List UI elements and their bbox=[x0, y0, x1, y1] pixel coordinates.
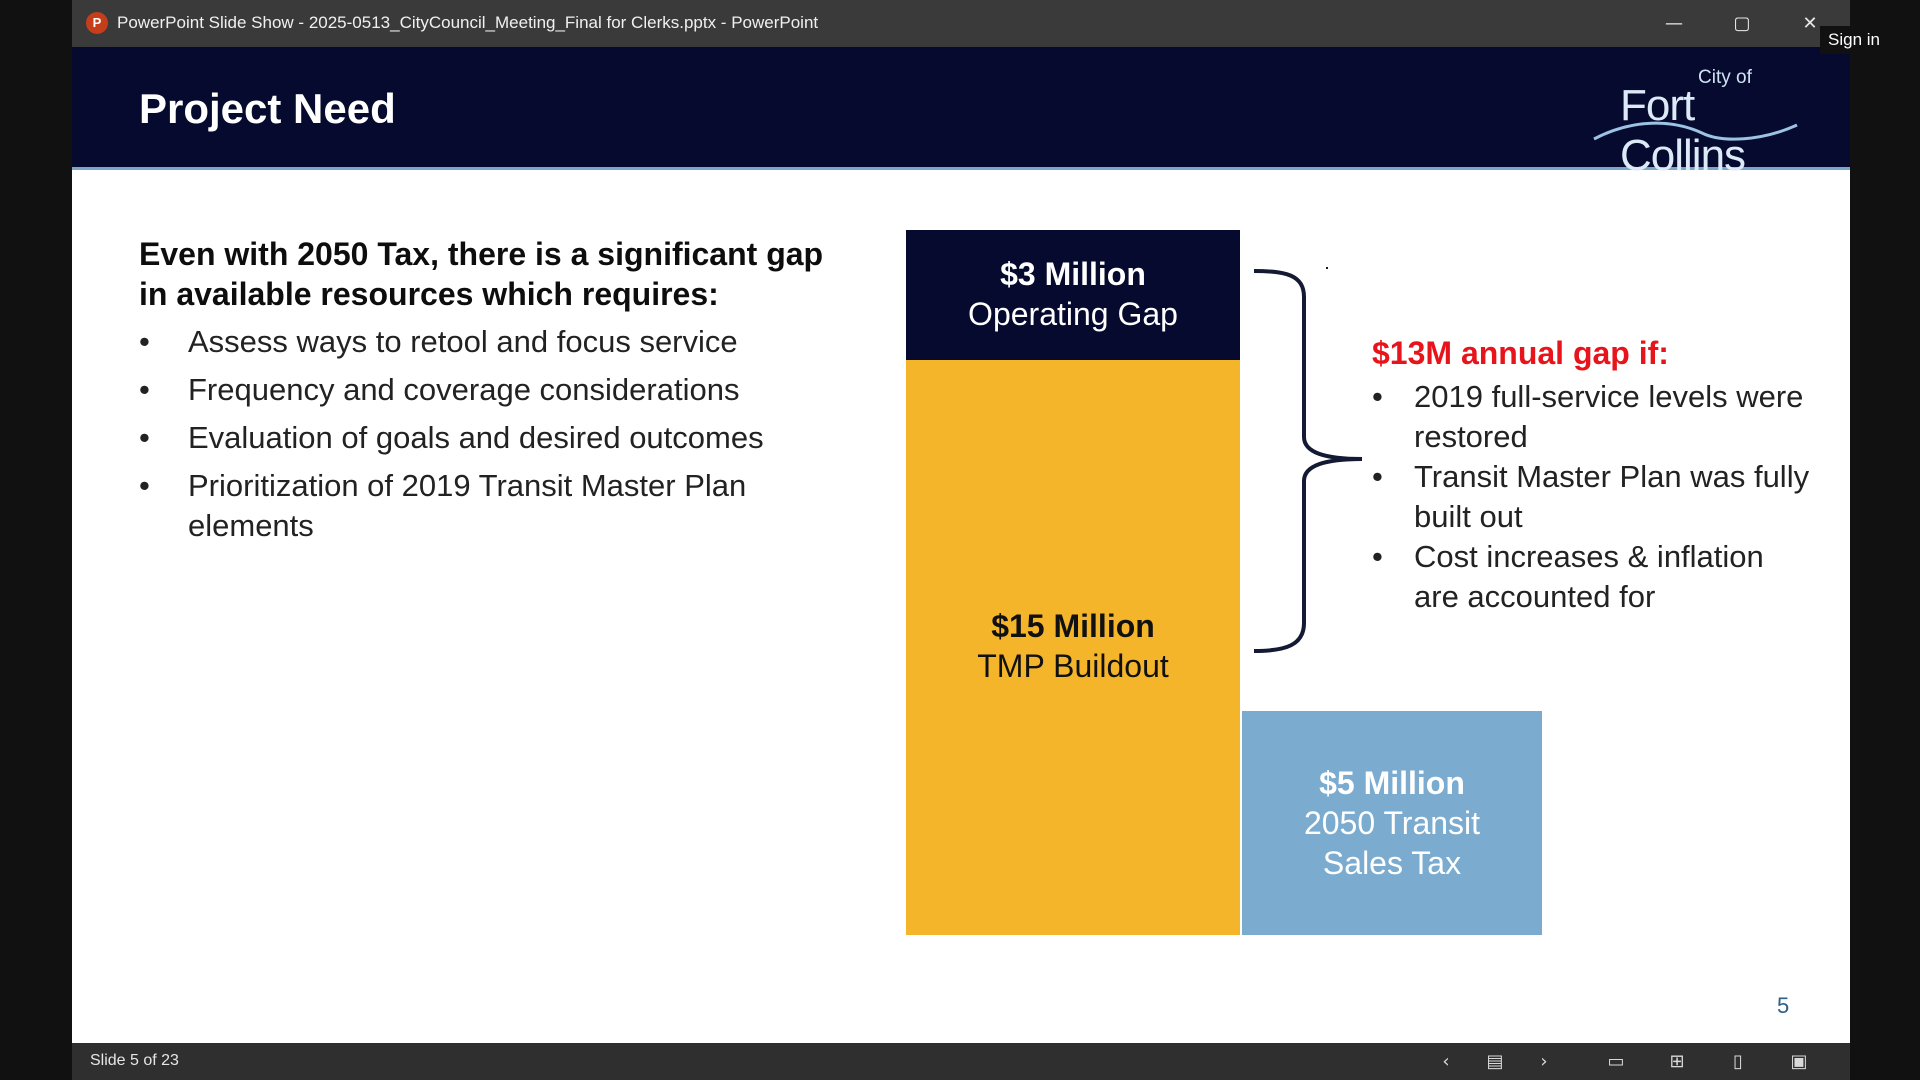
sales-tax-amount: $5 Million bbox=[1319, 765, 1465, 801]
list-item-text: Evaluation of goals and desired outcomes bbox=[188, 420, 764, 455]
bullet-icon: • bbox=[139, 468, 150, 503]
logo-fort-collins: Fort Collins bbox=[1620, 81, 1746, 180]
tmp-buildout-box bbox=[906, 360, 1240, 935]
slide-title: Project Need bbox=[139, 85, 396, 132]
maximize-button[interactable]: ▢ bbox=[1733, 13, 1751, 34]
close-button[interactable]: ✕ bbox=[1802, 13, 1818, 34]
slide-show-icon[interactable]: ▣ bbox=[1790, 1051, 1808, 1072]
list-item-text: Frequency and coverage considerations bbox=[188, 372, 740, 407]
slide-sorter-icon[interactable]: ⊞ bbox=[1669, 1051, 1685, 1072]
list-item-text: Transit Master Plan was fully built out bbox=[1414, 459, 1810, 534]
tmp-buildout-label: TMP Buildout bbox=[977, 648, 1169, 684]
powerpoint-app-icon: P bbox=[86, 12, 108, 34]
sales-tax-label-line2: Sales Tax bbox=[1322, 845, 1462, 881]
normal-view-icon[interactable]: ▭ bbox=[1607, 1051, 1625, 1072]
tmp-buildout-amount: $15 Million bbox=[991, 608, 1155, 644]
operating-gap-label: Operating Gap bbox=[968, 296, 1178, 332]
bullet-icon: • bbox=[1372, 539, 1383, 574]
slide-show-status-bar bbox=[72, 1043, 1850, 1080]
slide-page-number: 5 bbox=[1777, 993, 1790, 1018]
bullet-icon: • bbox=[139, 420, 150, 455]
reading-view-icon[interactable]: ▯ bbox=[1733, 1051, 1743, 1072]
slide-header bbox=[72, 47, 1850, 180]
list-item bbox=[1372, 537, 1812, 617]
next-icon[interactable]: › bbox=[1540, 1051, 1548, 1072]
slide-counter: Slide 5 of 23 bbox=[90, 1052, 179, 1069]
logo-swoosh-icon bbox=[1592, 117, 1802, 147]
resource-needs-list bbox=[139, 322, 839, 554]
list-item bbox=[139, 466, 839, 546]
window-title: PowerPoint Slide Show - 2025-0513_CityCouncil_Meeting_Final for Clerks.pptx - PowerPoint bbox=[117, 13, 819, 32]
sign-in-button[interactable]: Sign in bbox=[1820, 26, 1888, 54]
annual-gap-heading: $13M annual gap if: bbox=[1372, 335, 1669, 371]
list-item bbox=[1372, 457, 1812, 537]
operating-gap-amount: $3 Million bbox=[1000, 256, 1146, 292]
sales-tax-label-line1: 2050 Transit bbox=[1303, 805, 1481, 841]
list-item bbox=[1372, 377, 1812, 457]
powerpoint-window bbox=[72, 0, 1850, 1080]
right-brace-icon bbox=[1246, 267, 1366, 667]
annual-gap-conditions bbox=[1372, 377, 1812, 617]
bullet-icon: • bbox=[139, 372, 150, 407]
logo-city-of: City of bbox=[1698, 67, 1752, 88]
title-bar bbox=[72, 0, 1850, 47]
list-item bbox=[139, 322, 839, 362]
lead-statement: Even with 2050 Tax, there is a significant gap in available resources which requires: bbox=[139, 236, 824, 312]
previous-icon[interactable]: ‹ bbox=[1442, 1051, 1450, 1072]
list-item-text: Assess ways to retool and focus service bbox=[188, 324, 738, 359]
list-item bbox=[139, 418, 839, 458]
bullet-icon: • bbox=[1372, 459, 1383, 494]
list-item-text: Cost increases & inflation are accounted for bbox=[1414, 539, 1764, 614]
fort-collins-logo bbox=[1592, 67, 1812, 180]
minimize-button[interactable]: — bbox=[1665, 13, 1683, 34]
transit-sales-tax-box bbox=[1242, 711, 1542, 935]
slide-canvas bbox=[72, 47, 1850, 1043]
list-item-text: Prioritization of 2019 Transit Master Plan elements bbox=[188, 468, 747, 543]
menu-icon[interactable]: ▤ bbox=[1486, 1051, 1504, 1072]
bullet-icon: • bbox=[1372, 379, 1383, 414]
operating-gap-box bbox=[906, 230, 1240, 360]
list-item bbox=[139, 370, 839, 410]
list-item-text: 2019 full-service levels were restored bbox=[1414, 379, 1804, 454]
bullet-icon: • bbox=[139, 324, 150, 359]
